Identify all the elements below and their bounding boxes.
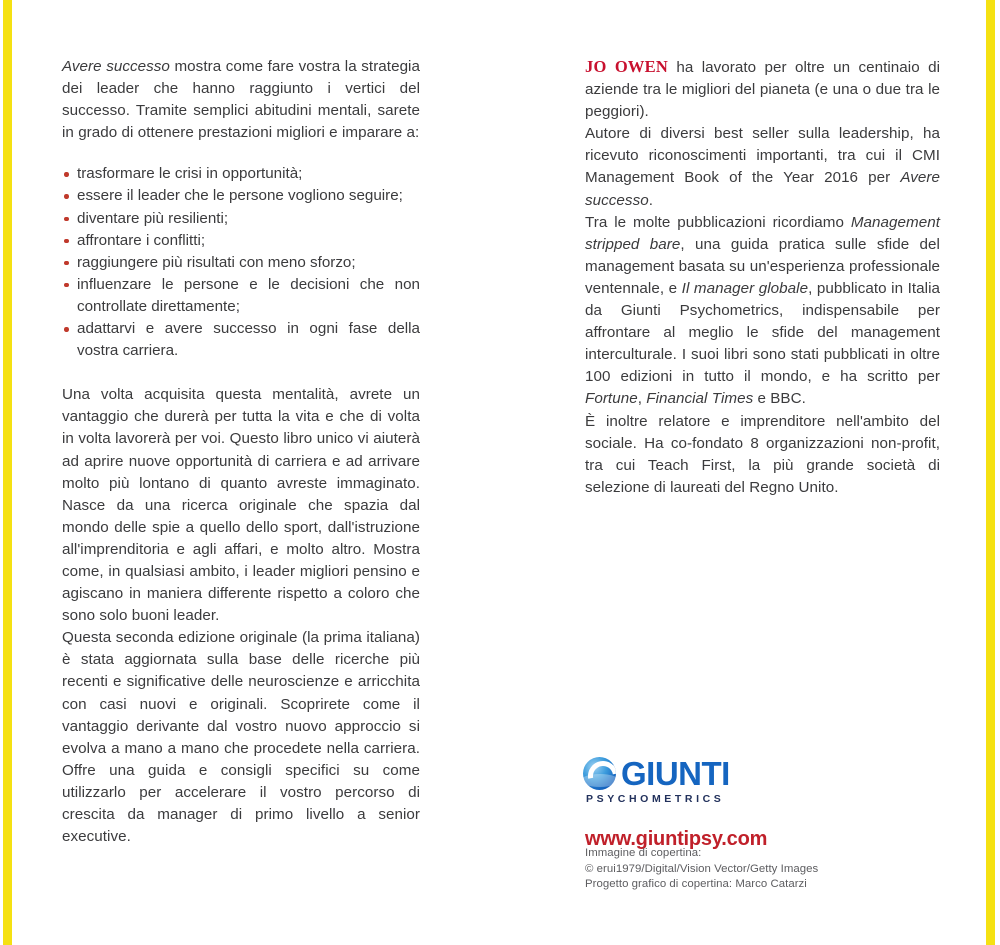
- benefits-list: [62, 163, 420, 362]
- author-bio-paragraph-3: [585, 212, 940, 411]
- bio-2-part-b: .: [648, 191, 653, 209]
- logo-row: [583, 757, 943, 790]
- bio-3-part-c: , pubblicato in Italia da Giunti Psychometrics, indispensabile per affrontare al meglio le sfide del management interculturale. I suoi libri sono stati pubblicati in oltre 100 edizioni in tutto il mondo, e ha scritto per: [585, 279, 941, 386]
- bio-3-part-d: ,: [637, 390, 647, 408]
- bio-3-part-a: Tra le molte pubblicazioni ricordiamo: [585, 213, 851, 231]
- publisher-website-url[interactable]: www.giuntipsy.com: [585, 828, 768, 850]
- list-item: trasformare le crisi in opportunità;: [62, 163, 420, 185]
- bio-3-italic-title-4: Financial Times: [646, 390, 754, 408]
- left-edge-stripe: [3, 0, 12, 945]
- bio-3-part-e: e BBC.: [753, 390, 806, 408]
- right-edge-stripe: [986, 0, 995, 945]
- spacer: [62, 362, 420, 384]
- bio-3-italic-title-2: Il manager globale: [681, 279, 809, 297]
- list-item: adattarvi e avere successo in ogni fase della vostra carriera.: [62, 318, 420, 362]
- bio-3-italic-title-1: Management stripped bare: [585, 213, 940, 253]
- list-item: raggiungere più risultati con meno sforzo;: [62, 252, 420, 274]
- book-title-italic: Avere successo: [62, 58, 170, 75]
- intro-paragraph: [62, 56, 420, 144]
- list-item: diventare più resilienti;: [62, 208, 420, 230]
- bio-2-part-a: Autore di diversi best seller sulla leadership, ha ricevuto riconoscimenti importanti, tra cui il CMI Management Book of the Year 2016 per: [585, 125, 940, 187]
- author-bio-paragraph-1: [585, 56, 940, 123]
- author-bio-paragraph-4: È inoltre relatore e imprenditore nell'ambito del sociale. Ha co-fondato 8 organizzazioni non-profit, tra cui Teach First, la più grande società di selezione di laureati del Regno Unito.: [585, 412, 940, 496]
- author-bio-paragraph-1-text: ha lavorato per oltre un centinaio di aziende tra le migliori del pianeta (e una o due tra le peggiori).: [585, 59, 940, 121]
- credits-line-1: Immagine di copertina:: [585, 847, 702, 859]
- body-paragraph-2: Una volta acquisita questa mentalità, avrete un vantaggio che durerà per tutta la vita e che di volta in volta lavorerà per voi. Questo libro unico vi aiuterà ad aprire nuove opportunità di carriera e ad arrivare molto più lontano di quanto avreste immaginato. Nasce da una ricerca originale che spazia dal mondo delle spie a quello dello sport, dall'istruzione all'imprenditoria e agli affari, e molto altro. Mostra come, in qualsiasi ambito, i leader migliori pensino e agiscano in maniera differente rispetto a coloro che sono solo buoni leader.: [62, 386, 420, 625]
- logo-wordmark: GIUNTI: [621, 755, 730, 792]
- bio-3-part-b: , una guida pratica sulle sfide del management basata su un'esperienza professionale ventennale, e: [585, 235, 940, 297]
- logo-subtitle: PSYCHOMETRICS: [586, 793, 725, 805]
- giunti-globe-icon: [583, 757, 616, 790]
- list-item: influenzare le persone e le decisioni che non controllate direttamente;: [62, 274, 420, 318]
- list-item: affrontare i conflitti;: [62, 230, 420, 252]
- body-paragraph-3: Questa seconda edizione originale (la prima italiana) è stata aggiornata sulla base delle ricerche più recenti e significative delle neuroscienze e arricchita con casi nuovi e originali. Scoprirete come il vantaggio derivante dal vostro nuovo approccio si evolva a mano a mano che procedete nella carriera. Offre una guida e consigli specifici su come utilizzarlo per accelerare il vostro percorso di crescita da manager di primo livello a senior executive.: [62, 629, 420, 846]
- author-bio-paragraph-2: [585, 123, 940, 211]
- author-name: JO OWEN: [585, 57, 668, 76]
- credits-line-2: © erui1979/Digital/Vision Vector/Getty Images: [585, 862, 819, 875]
- intro-paragraph-rest: mostra come fare vostra la strategia dei leader che hanno raggiunto i vertici del successo. Tramite semplici abitudini mentali, sarete in grado di ottenere prestazioni migliori e imparare a:: [62, 58, 420, 142]
- bio-2-italic-title: Avere successo: [585, 169, 940, 209]
- cover-credits: [585, 846, 945, 893]
- blurb-column: [62, 56, 420, 848]
- publisher-logo: [583, 757, 943, 851]
- credits-line-3: Progetto grafico di copertina: Marco Catarzi: [585, 878, 807, 891]
- bio-3-italic-title-3: Fortune: [585, 390, 638, 408]
- list-item: essere il leader che le persone vogliono seguire;: [62, 185, 420, 207]
- author-bio-column: [585, 56, 940, 499]
